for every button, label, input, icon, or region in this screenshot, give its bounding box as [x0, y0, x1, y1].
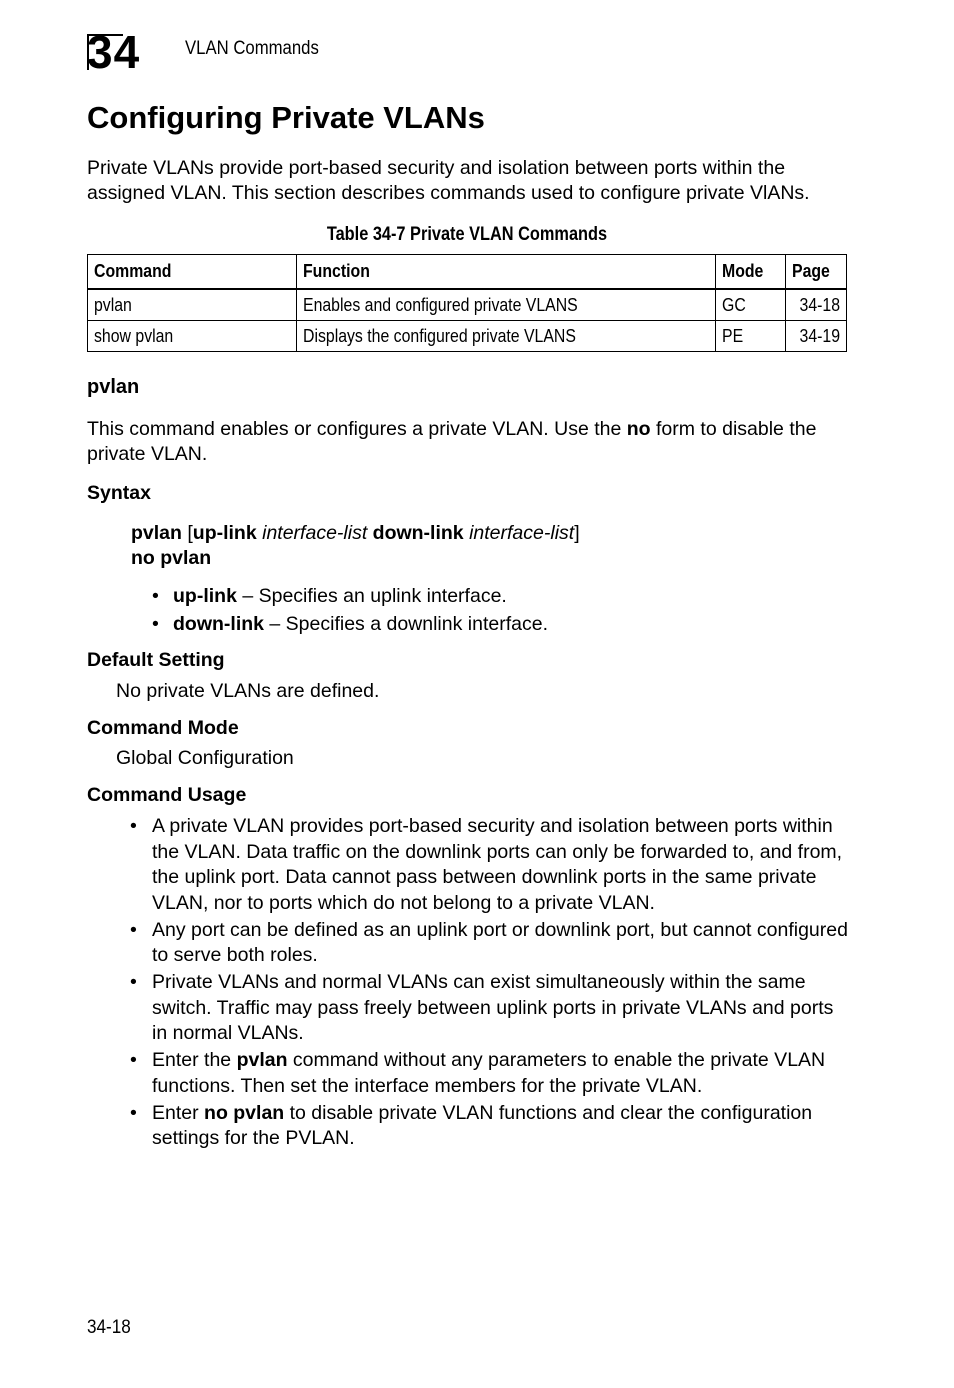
default-setting-text: No private VLANs are defined. [116, 680, 380, 702]
syntax-heading: Syntax [87, 482, 151, 504]
private-vlan-commands-table [87, 254, 847, 352]
section-title: Configuring Private VLANs [87, 100, 485, 135]
command-heading: pvlan [87, 376, 140, 398]
column-header-mode: Mode [716, 255, 786, 290]
running-title: VLAN Commands [185, 38, 319, 59]
cell-function: Enables and configured private VLANS [297, 289, 716, 321]
list-item: • Enter the pvlan command without any parameters to enable the private VLAN functions. Then set the interface members for the private VLAN. [130, 1049, 826, 1097]
list-item: • down-link – Specifies a downlink interface. [152, 613, 548, 635]
cell-page: 34-18 [785, 289, 846, 321]
column-header-command: Command [88, 255, 297, 290]
list-item: • up-link – Specifies an uplink interface. [152, 585, 507, 607]
table-row [88, 289, 847, 321]
column-header-page: Page [785, 255, 846, 290]
table-header-row [88, 255, 847, 290]
command-mode-heading: Command Mode [87, 717, 239, 739]
column-header-function: Function [297, 255, 716, 290]
syntax-options-list [152, 584, 548, 640]
cell-page: 34-19 [785, 321, 846, 352]
syntax-line-no-form: no pvlan [131, 547, 212, 569]
table-caption: Table 34-7 Private VLAN Commands [326, 224, 608, 245]
cell-mode: GC [716, 289, 786, 321]
cell-command: pvlan [88, 289, 297, 321]
list-item: • Any port can be defined as an uplink port or downlink port, but cannot configured to serve both roles. [130, 918, 848, 966]
command-usage-list [130, 814, 850, 1153]
cell-command: show pvlan [88, 321, 297, 352]
syntax-line: pvlan [up-link interface-list down-link interface-list] [131, 522, 580, 544]
page-number: 34-18 [87, 1317, 131, 1338]
list-item: • Private VLANs and normal VLANs can exist simultaneously within the same switch. Traffic may pass freely between uplink ports in private VLANs and ports in normal VLANs. [130, 971, 834, 1044]
command-mode-text: Global Configuration [116, 747, 294, 769]
list-item: • Enter no pvlan to disable private VLAN functions and clear the configuration settings for the PVLAN. [130, 1101, 813, 1149]
cell-mode: PE [716, 321, 786, 352]
table-row [88, 321, 847, 352]
section-intro: Private VLANs provide port-based security and isolation between ports within the assigned VLAN. This section describes commands used to configure private VlANs. [87, 157, 810, 204]
default-setting-heading: Default Setting [87, 649, 225, 671]
command-usage-heading: Command Usage [87, 784, 247, 806]
cell-function: Displays the configured private VLANS [297, 321, 716, 352]
command-description: This command enables or configures a private VLAN. Use the no form to disable the private VLAN. [87, 418, 817, 465]
list-item: • A private VLAN provides port-based security and isolation between ports within the VLAN. Data traffic on the downlink ports can only be forwarded to, and from, the uplink port. Data cannot pass between downlink ports in the same private VLAN, nor to ports which do not belong to a private VLAN. [130, 815, 843, 914]
chapter-number: 34 [87, 26, 141, 78]
